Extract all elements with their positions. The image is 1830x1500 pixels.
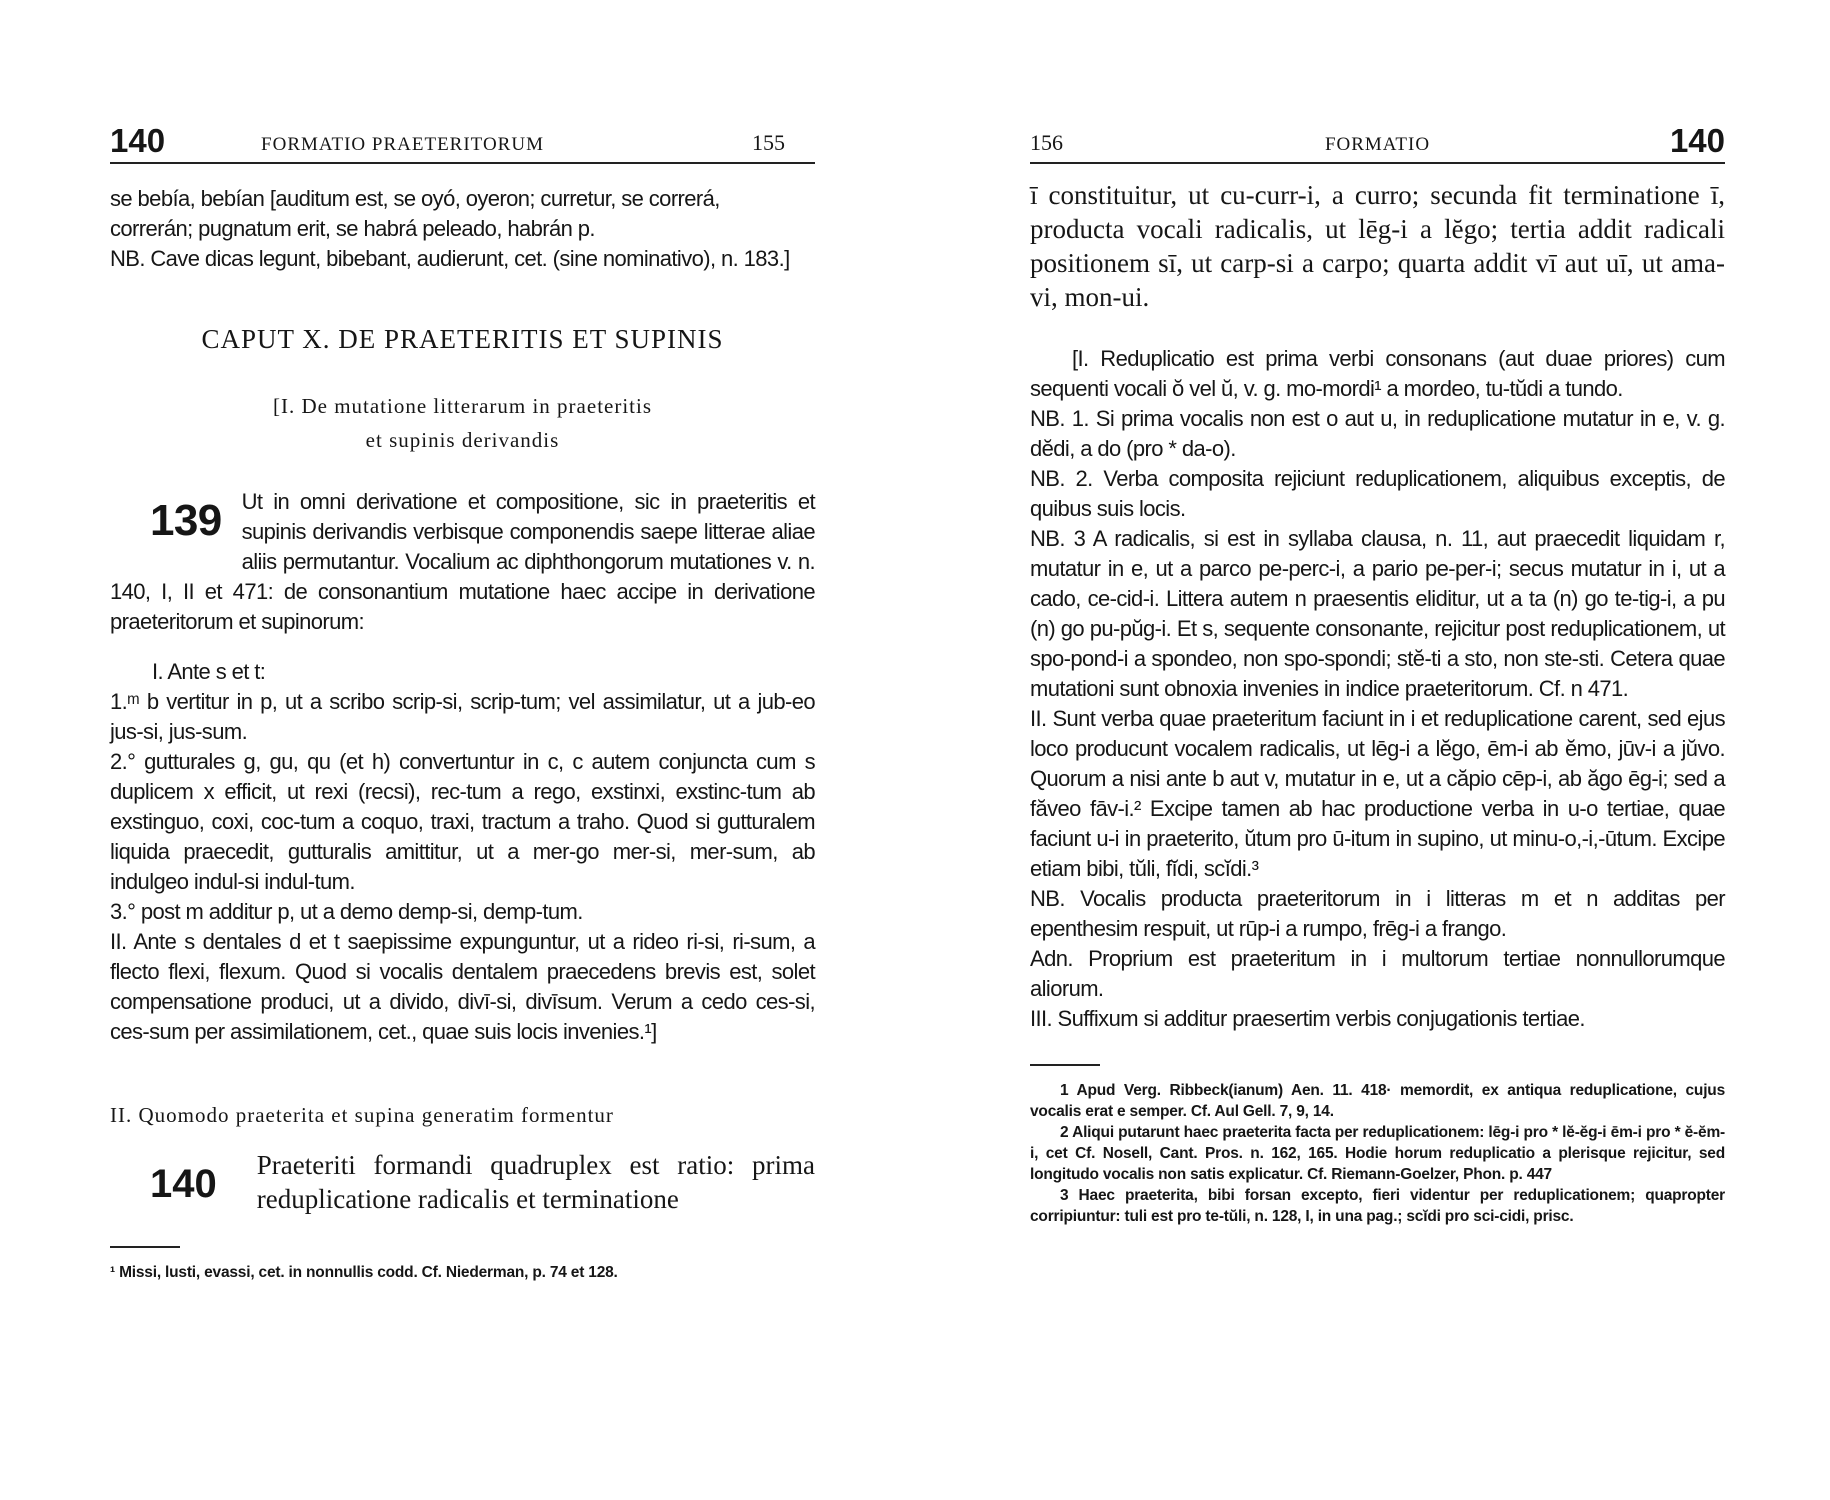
paragraph-number: 139 [150, 496, 222, 545]
paragraph: III. Suffixum si additur praesertim verbis conjugationis tertiae. [1030, 1006, 1585, 1031]
paragraph: [I. Reduplicatio est prima verbi consonans (aut duae priores) cum sequenti vocali ŏ vel ŭ, v. g. mo-mordi¹ a mordeo, tu-tŭdi a tundo. [1030, 346, 1725, 401]
paragraph-number: 140 [150, 1162, 217, 1206]
main-paragraph: ī constituitur, ut cu-curr-i, a curro; secunda fit terminatione ī, producta vocali radicalis, ut lēg-i a lĕgo; tertia addit radicali positionem sī, ut carp-si a carpo; quarta addit vī aut uī, ut ama-vi, mon-ui. [1030, 180, 1725, 312]
rule-item: II. Ante s dentales d et t saepissime expunguntur, ut a rideo ri-si, ri-sum, a flecto flexi, flexum. Quod si vocalis dentalem praecedens brevis est, solet compensatione produci, ut a divido, divī-si, divīsum. Verum a cedo ces-si, ces-sum per assimilationem, cet., quae suis locis invenies.¹] [110, 929, 815, 1044]
left-page [110, 118, 815, 1283]
footnote-rule [110, 1246, 180, 1248]
rule-item: 3.° post m additur p, ut a demo demp-si, demp-tum. [110, 899, 583, 924]
rule-item: I. Ante s et t: [152, 659, 266, 684]
left-footnotes [110, 1262, 815, 1283]
footnote: 2 Aliqui putarunt haec praeterita facta per reduplicationem: lēg-i pro * lĕ-ĕg-i ēm-i pro * ĕ-ĕm-i, cet Cf. Nosell, Cant. Pros. n. 162, 165. Hodie horum reduplicatio a plerisque rejicitur, sed longitudo vocalis non satis explicatur. Cf. Riemann-Goelzer, Phon. p. 447 [1030, 1124, 1725, 1183]
right-original-page-number: 156 [1030, 130, 1063, 155]
paragraph-140 [110, 1148, 815, 1216]
right-page [1030, 118, 1725, 1227]
intro-line: NB. Cave dicas legunt, bibebant, audierunt, cet. (sine nominativo), n. 183.] [110, 246, 790, 271]
right-main-text [1030, 178, 1725, 314]
section-one-title-line: [I. De mutatione litterarum in praeteritis [272, 394, 653, 418]
footnote: ¹ Missi, lusti, evassi, cet. in nonnullis codd. Cf. Niederman, p. 74 et 128. [110, 1264, 618, 1281]
paragraph-text: Praeteriti formandi quadruplex est ratio: prima reduplicatione radicalis et terminatione [256, 1150, 815, 1214]
rule-item: 1.ᵐ b vertitur in p, ut a scribo scrip-si, scrip-tum; vel assimilatur, ut a jub-eo jus-si, jus-sum. [110, 689, 815, 744]
right-page-number: 140 [1669, 122, 1725, 159]
chapter-title: CAPUT X. DE PRAETERITIS ET SUPINIS [201, 324, 724, 354]
paragraph: Adn. Proprium est praeteritum in i multorum tertiae nonnullorumque aliorum. [1030, 946, 1725, 1001]
rule-item: 2.° gutturales g, gu, qu (et h) convertuntur in c, c autem conjuncta cum s duplicem x efficit, ut rexi (recsi), rec-tum a rego, exstinxi, exstinc-tum ab exstinguo, coxi, coc-tum a coquo, traxi, tractum a traho. Quod si gutturalem liquida praecedit, gutturalis amittitur, ut a mer-go mer-si, mer-sum, ab indulgeo indul-si indul-tum. [110, 749, 815, 894]
paragraph: NB. 2. Verba composita rejiciunt reduplicationem, aliquibus exceptis, de quibus suis locis. [1030, 466, 1725, 521]
rules-list [110, 657, 815, 1047]
paragraph: NB. Vocalis producta praeteritorum in i litteras m et n additas per epenthesim respuit, ut rūp-i a rumpo, frēg-i a frango. [1030, 886, 1725, 941]
section-one-title-line: et supinis derivandis [365, 428, 560, 452]
left-running-title: FORMATIO PRAETERITORUM [261, 134, 544, 155]
right-running-title: FORMATIO [1324, 134, 1431, 155]
footnote-rule [1030, 1064, 1100, 1066]
footnote: 3 Haec praeterita, bibi forsan excepto, fieri videntur per reduplicationem; quapropter corripiuntur: tuli est pro te-tŭli, n. 128, I, in una pag.; scĭdi pro sci-cidi, prisc. [1030, 1187, 1725, 1225]
left-original-page-number: 155 [752, 130, 785, 155]
paragraph: NB. 3 A radicalis, si est in syllaba clausa, n. 11, aut praecedit liquidam r, mutatur in e, ut a parco pe-perc-i, a pario pe-per-i; secus mutatur in i, ut a cado, ce-cid-i. Littera autem n praesentis eliditur, ut a ta (n) go te-tig-i, a pu (n) go pu-pŭg-i. Et s, sequente consonante, rejicitur post reduplicationem, ut spo-pond-i a spondeo, non spo-spondi; stĕ-ti a sto, non ste-sti. Cetera quae mutationi sunt obnoxia invenies in indice praeteritorum. Cf. n 471. [1030, 526, 1725, 701]
right-paragraphs [1030, 344, 1725, 1034]
paragraph-139 [110, 487, 815, 637]
left-intro [110, 184, 815, 274]
section-one-title [110, 389, 815, 457]
section-two-title: II. Quomodo praeterita et supina generatim formentur [110, 1103, 614, 1127]
right-running-head [1030, 118, 1725, 164]
left-page-number: 140 [110, 122, 166, 159]
paragraph-text: Ut in omni derivatione et compositione, sic in praeteritis et supinis derivandis verbisque componendis saepe litterae aliae aliis permutantur. Vocalium ac diphthongorum mutationes v. n. 140, I, II et 471: de consonantium mutatione haec accipe in derivatione praeteritorum et supinorum: [110, 489, 815, 634]
left-running-head [110, 118, 815, 164]
paragraph: II. Sunt verba quae praeteritum faciunt in i et reduplicatione carent, sed ejus loco producunt vocalem radicalis, ut lēg-i a lĕgo, ēm-i ab ĕmo, jūv-i a jŭvo. Quorum a nisi ante b aut v, mutatur in e, ut a căpio cēp-i, ab ăgo ēg-i; sed a făveo fāv-i.² Excipe tamen ab hac productione verba in u-o tertiae, quae faciunt u-i in praeterito, ŭtum pro ū-itum in supino, ut minu-o,-i,-ūtum. Excipe etiam bibi, tŭli, fĭdi, scĭdi.³ [1030, 706, 1725, 881]
right-footnotes [1030, 1080, 1725, 1227]
footnote: 1 Apud Verg. Ribbeck(ianum) Aen. 11. 418· memordit, ex antiqua reduplicatione, cujus vocalis erat e semper. Cf. Aul Gell. 7, 9, 14. [1030, 1082, 1725, 1120]
intro-line: correrán; pugnatum erit, se habrá peleado, habrán p. [110, 216, 595, 241]
paragraph: NB. 1. Si prima vocalis non est o aut u, in reduplicatione mutatur in e, v. g. dĕdi, a do (pro * da-o). [1030, 406, 1725, 461]
intro-line: se bebía, bebían [auditum est, se oyó, oyeron; curretur, se correrá, [110, 186, 720, 211]
